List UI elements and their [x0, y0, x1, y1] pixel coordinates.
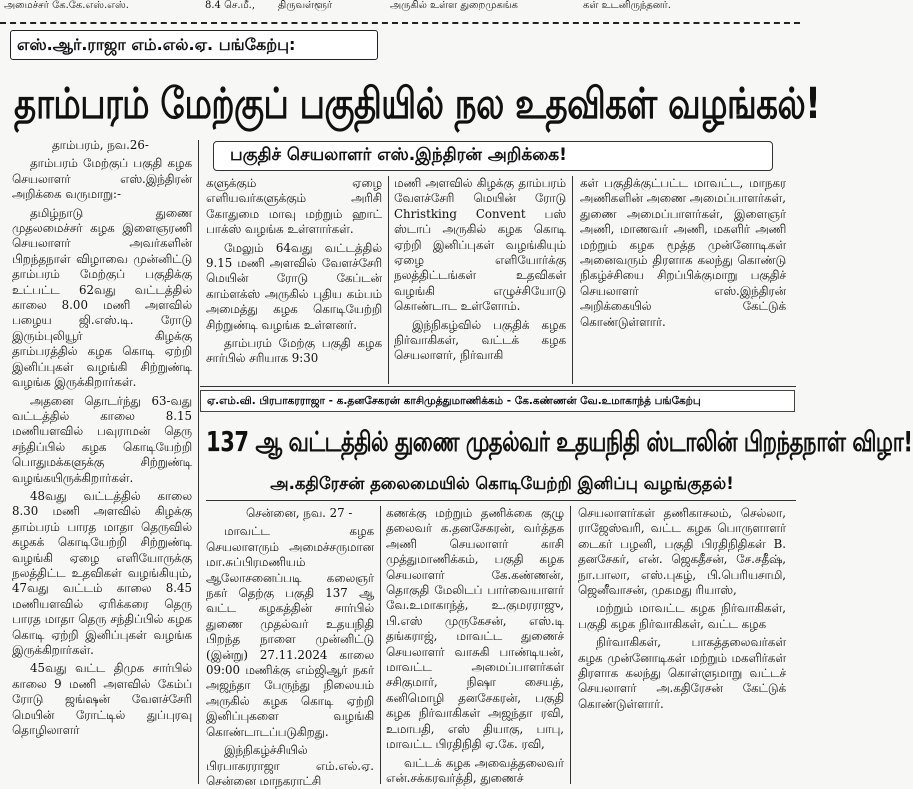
participants-strip: ஏ.எம்.வி. பிரபாகரராஜா - க.தனசேகரன் காசிமுத்துமாணிக்கம் - கே.கண்ணன் வே.உமாகாந்த் பங்கேற்பு: [200, 390, 795, 412]
paragraph: 45வது வட்ட திமுக சார்பில் காலை 9 மணி அளவில் கேம்ப் ரோடு ஜங்ஷன் வேளச்சேரி மெயின் ரோட்டில் துப்புரவு தொழிலாளர்: [12, 661, 192, 738]
paragraph: மணி அளவில் கிழக்கு தாம்பரம் வேளச்சேரி மெயின் ரோடு Christking Convent பஸ் ஸ்டாப் அருகில் கழக கொடி ஏற்றி இனிப்புகள் வழங்கியும் ஏழை எளியோர்க்கு நலத்திட்டங்கள் உதவிகள் வழங்கி எழுச்சியோடு கொண்டாட உள்ளோம்.: [394, 176, 566, 314]
paragraph: மற்றும் மாவட்ட கழக நிர்வாகிகள், பகுதி கழக நிர்வாகிகள், வட்ட கழக: [578, 601, 786, 631]
column-divider: [388, 176, 389, 384]
article-kicker: எஸ்.ஆர்.ராஜா எம்.எல்.ஏ. பங்கேற்பு:: [10, 30, 378, 60]
article1-column-4: [580, 176, 786, 384]
article1-column-3: [394, 176, 566, 384]
dateline: தாம்பரம், நவ.26-: [52, 138, 149, 152]
paragraph: மாவட்ட கழக செயலாளரும் அமைச்சருமான மா.சுப்பிரமணியம் ஆலோசனைப்படி கலைஞர் நகர் தெற்கு பகுதி 137 ஆ வட்ட கழகத்தின் சார்பில் துணை முதல்வர் உதயநிதி பிறந்த நாளை முன்னிட்டு (இன்று) 27.11.2024 காலை 09:00 மணிக்கு எம்ஜிஆர் நகர் அஜந்தா பேருந்து நிலையம் அருகில் கழக கொடி ஏற்றி இனிப்புகளை வழங்கி கொண்டாடப்படுகிறது.: [206, 524, 374, 739]
paragraph: தாம்பரம் மேற்கு பகுதி கழக சார்பில் சரியாக 9:30: [206, 336, 382, 366]
subhead-rule: [206, 500, 796, 501]
article1-column-2: [206, 176, 382, 384]
paragraph: கணக்கு மற்றும் தணிக்கை குழு தலைவர் க.தனசேகரன், வர்த்தக அணி செயலாளர் காசி முத்துமாணிக்கம், பகுதி கழக செயலாளர் கே.கண்ணன், தொகுதி மேலிடப் பார்வையாளர் வே.உமாகாந்த், உ.குமரராஜு, பி.எஸ் முருகேசன், எஸ்.டி தங்கராஜ், மாவட்ட துணைச் செயலாளர் வாசுகி பாண்டியன், மாவட்ட அமைப்பாளர்கள் சசிகுமார், நிஷா சையத், கனிமொழி தனசேகரன், பகுதி கழக நிர்வாகிகள் அஜந்தா ரவி, உமாபதி, எஸ் தியாகு, பாபு, மாவட்ட பிரதிநிதி ஏ.கே. ரவி,: [386, 506, 564, 752]
strip-text: கள் உடனிருந்தனர்.: [583, 0, 671, 11]
paragraph: தமிழ்நாடு துணை முதலமைச்சர் கழக இளைஞரணி செயலாளர் அவர்களின் பிறந்தநாள் விழாவை முன்னிட்டு தாம்பரம் மேற்குப் பகுதிக்கு உட்பட்ட 62வது வட்டத்தில் காலை 8.00 மணி அளவில் பழைய ஜி.எஸ்.டி. ரோடு இரும்புலியூர் கிழக்கு தாம்பரத்தில் கழக கொடி ஏற்றி இனிப்புகள் வழங்கி சிற்றுண்டி வழங்க இருக்கிறார்கள்.: [12, 205, 192, 390]
paragraph: 48வது வட்டத்தில் காலை 8.30 மணி அளவில் கிழக்கு தாம்பரம் பாரத மாதா தெருவில் கழகக் கொடியேற்றி சிற்றுண்டி வழங்கி ஏழை எளியோருக்கு நலத்திட்ட உதவிகள் வழங்கியும், 47வது வட்டம் காலை 8.45 மணியளவில் ஏரிக்கரை தெரு பாரத மாதா தெரு சந்திப்பில் கழக கொடி ஏற்றி இனிப்புகள் வழங்க இருக்கிறார்கள்.: [12, 488, 192, 657]
dateline: சென்னை, நவ. 27 -: [246, 506, 353, 520]
article-headline: தாம்பரம் மேற்குப் பகுதியில் நல உதவிகள் வழங்கல்!: [14, 79, 821, 129]
column-divider: [572, 176, 573, 384]
cut-line-divider: [0, 22, 800, 24]
article-subheadline: பகுதிச் செயலாளர் எஸ்.இந்திரன் அறிக்கை!: [213, 141, 773, 171]
article2-subheadline: அ.கதிரேசன் தலைமையில் கொடியேற்றி இனிப்பு வழங்குதல்!: [270, 474, 734, 493]
article2-column-1: [206, 506, 374, 788]
paragraph: மேலும் 64வது வட்டத்தில் 9.15 மணி அளவில் வேளச்சேரி மெயின் ரோடு கேப்டன் காம்ளக்ஸ் அருகில் புதிய கம்பம் அமைத்து கழக கொடியேற்றி சிற்றுண்டி வழங்க உள்ளனர்.: [206, 240, 382, 332]
paragraph: அதனை தொடர்ந்து 63-வது வட்டத்தில் காலை 8.15 மணியளவில் பவுராமன் தெரு சந்திப்பில் கழக கொடியேற்றி பொதுமக்களுக்கு சிற்றுண்டி வழங்கயிருக்கிறார்கள்.: [12, 393, 192, 485]
paragraph: செயலாளர்கள் தணிகாசலம், செல்லா, ராஜேஸ்வரி, வட்ட கழக பொருளாளர் டைகர் பழனி, பகுதி பிரதிநிதிகள் B. தனசேகர், என். ஜெகதீசன், சே.சதீஷ், நா.பாலா, எஸ்.புகழ், பி.பெரியசாமி, ஜெனீவாசன், முகமது ரியாஸ்,: [578, 506, 786, 598]
column-divider: [380, 506, 381, 784]
article-separator: [200, 386, 796, 387]
article2-column-3: [578, 506, 786, 784]
article2-column-2: [386, 506, 564, 784]
strip-text: 8.4 செ.மீ.,: [205, 0, 256, 11]
strip-text: அருகில் உள்ள துறைமுகங்க: [390, 0, 518, 11]
paragraph: வட்டக் கழக அவைத்தலைவர் என்.சக்கரவர்த்தி, துணைச்: [386, 755, 564, 785]
paragraph: இந்நிகழ்ச்சியில் பிரபாகரராஜா எம்.எல்.ஏ. சென்னை மாநகராட்சி: [206, 743, 374, 788]
paragraph: தாம்பரம் மேற்குப் பகுதி கழக செயலாளர் எஸ்.இந்திரன் அறிக்கை வருமாறு:-: [12, 156, 192, 202]
column-divider: [198, 140, 199, 784]
paragraph: நிர்வாகிகள், பாகத்தலைவர்கள் கழக முன்னோடிகள் மற்றும் மகளிர்கள் திரளாக கலந்து கொள்ளுமாறு வட்டச் செயலாளர் அ.கதிரேசன் கேட்டுக் கொண்டுள்ளார்.: [578, 635, 786, 711]
strip-text: திருவள்ளூர்: [278, 0, 333, 11]
paragraph: களுக்கும் ஏழை எளியவர்களுக்கும் அரிசி கோதுமை மாவு மற்றும் ஹாட் பாக்ஸ் வழங்க உள்ளார்கள்.: [206, 176, 382, 237]
article1-column-1: [12, 138, 192, 784]
paragraph: கள் பகுதிக்குட்பட்ட மாவட்ட, மாநகர அணிகளின் அணை அமைப்பாளர்கள், துணை அமைப்பாளர்கள், இளைஞர் அணி, மாணவர் அணி, மகளிர் அணி மற்றும் கழக மூத்த முன்னோடிகள் அனைவரும் திரளாக கலந்து கொண்டு நிகழ்ச்சியை சிறப்பிக்குமாறு பகுதிச் செயலாளர் எஸ்.இந்திரன் அறிக்கையில் கேட்டுக் கொண்டுள்ளார்.: [580, 176, 786, 329]
strip-text: அமைச்சர் கே.கே.எஸ்.எஸ்.: [4, 0, 129, 11]
paragraph: இந்நிகழ்வில் பகுதிக் கழக நிர்வாகிகள், வட்டக் கழக செயலாளர், நிர்வாகி: [394, 317, 566, 363]
column-divider: [570, 506, 571, 784]
previous-article-strip: [0, 0, 800, 22]
article2-headline: 137 ஆ வட்டத்தில் துணை முதல்வர் உதயநிதி ஸ்டாலின் பிறந்தநாள் விழா!: [206, 426, 913, 458]
